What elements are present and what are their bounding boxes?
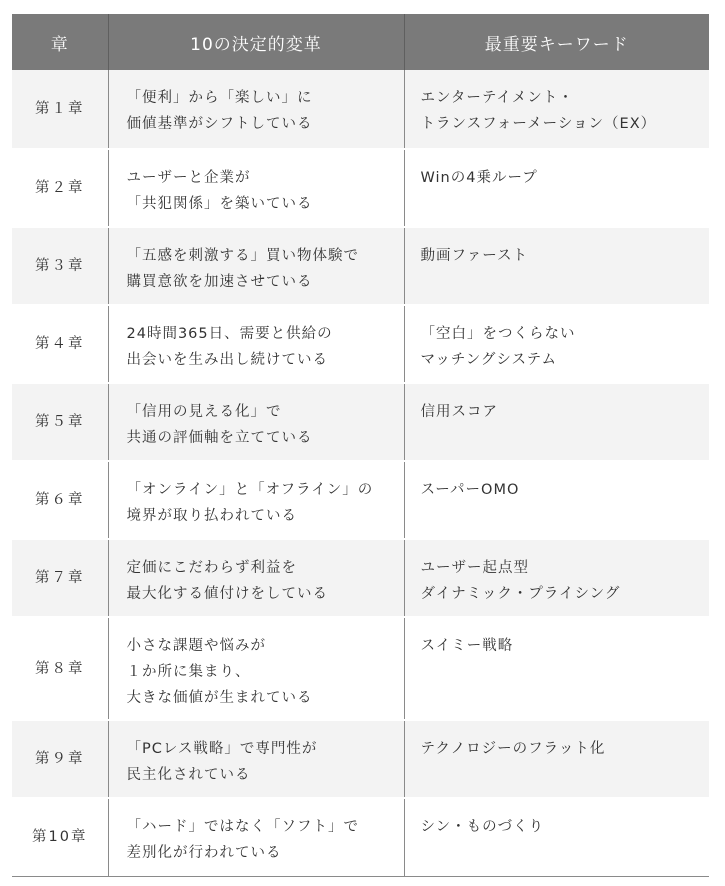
change-cell: 「ハード」ではなく「ソフト」で 差別化が行われている	[108, 798, 404, 876]
chapter-cell: 第９章	[12, 720, 108, 798]
keyword-cell: ユーザー起点型 ダイナミック・プライシング	[404, 539, 709, 617]
table-row	[12, 617, 709, 720]
table-header	[12, 14, 709, 70]
keyword-cell: スイミー戦略	[404, 617, 709, 720]
keyword-cell: 「空白」をつくらない マッチングシステム	[404, 305, 709, 383]
table-row	[12, 383, 709, 461]
table-row	[12, 305, 709, 383]
keyword-cell: テクノロジーのフラット化	[404, 720, 709, 798]
chapter-cell: 第５章	[12, 383, 108, 461]
table-row	[12, 227, 709, 305]
chapter-cell: 第１章	[12, 70, 108, 149]
chapter-cell: 第８章	[12, 617, 108, 720]
change-cell: 小さな課題や悩みが １か所に集まり、 大きな価値が生まれている	[108, 617, 404, 720]
change-cell: 24時間365日、需要と供給の 出会いを生み出し続けている	[108, 305, 404, 383]
table-row	[12, 70, 709, 149]
comparison-table-wrapper	[12, 14, 709, 877]
change-cell: 「オンライン」と「オフライン」の 境界が取り払われている	[108, 461, 404, 539]
table-row	[12, 720, 709, 798]
change-cell: 「信用の見える化」で 共通の評価軸を立てている	[108, 383, 404, 461]
chapter-cell: 第２章	[12, 149, 108, 227]
chapter-cell: 第10章	[12, 798, 108, 876]
keyword-cell: シン・ものづくり	[404, 798, 709, 876]
chapter-table	[12, 14, 709, 877]
chapter-cell: 第４章	[12, 305, 108, 383]
keyword-cell: スーパーOMO	[404, 461, 709, 539]
table-row	[12, 461, 709, 539]
chapter-cell: 第７章	[12, 539, 108, 617]
chapter-cell: 第６章	[12, 461, 108, 539]
header-keyword: 最重要キーワード	[404, 14, 709, 70]
chapter-cell: 第３章	[12, 227, 108, 305]
keyword-cell: エンターテイメント・ トランスフォーメーション（EX）	[404, 70, 709, 149]
table-body	[12, 70, 709, 876]
change-cell: 「PCレス戦略」で専門性が 民主化されている	[108, 720, 404, 798]
table-row	[12, 539, 709, 617]
change-cell: 「便利」から「楽しい」に 価値基準がシフトしている	[108, 70, 404, 149]
table-row	[12, 149, 709, 227]
change-cell: ユーザーと企業が 「共犯関係」を築いている	[108, 149, 404, 227]
header-change: 10の決定的変革	[108, 14, 404, 70]
keyword-cell: Winの4乗ループ	[404, 149, 709, 227]
header-chapter: 章	[12, 14, 108, 70]
keyword-cell: 信用スコア	[404, 383, 709, 461]
table-row	[12, 798, 709, 876]
header-row	[12, 14, 709, 70]
keyword-cell: 動画ファースト	[404, 227, 709, 305]
change-cell: 「五感を刺激する」買い物体験で 購買意欲を加速させている	[108, 227, 404, 305]
change-cell: 定価にこだわらず利益を 最大化する値付けをしている	[108, 539, 404, 617]
